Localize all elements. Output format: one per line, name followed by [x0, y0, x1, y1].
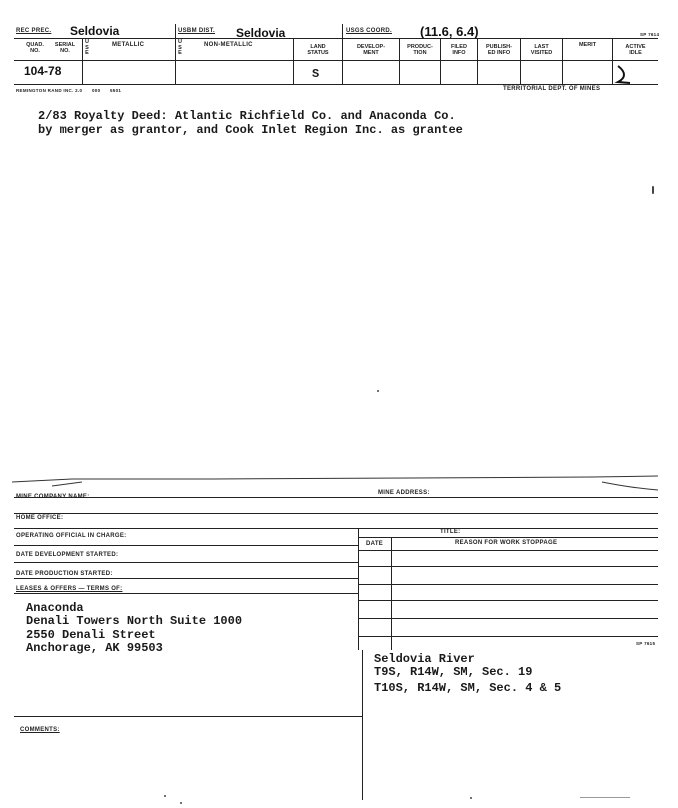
operating-official-label: OPERATING OFFICIAL IN CHARGE: — [16, 533, 127, 539]
serial-no-label: SERIAL NO. — [54, 42, 76, 54]
form-rule — [14, 513, 658, 514]
header-divider — [175, 24, 176, 84]
quad-no-label: QUAD. NO. — [26, 42, 44, 54]
comments-label: COMMENTS: — [20, 727, 60, 733]
form-rule — [14, 578, 358, 579]
date-development-started-label: DATE DEVELOPMENT STARTED: — [16, 552, 119, 558]
form-rule — [14, 562, 358, 563]
quad-serial-value: 104-78 — [24, 64, 62, 78]
form-rule — [14, 545, 358, 546]
location-line: T10S, R14W, SM, Sec. 4 & 5 — [374, 681, 562, 695]
form-divider — [362, 650, 363, 800]
form-number: SP 7614 — [640, 32, 660, 37]
lessee-line: Anchorage, AK 99503 — [26, 641, 163, 655]
form-rule — [358, 584, 658, 585]
mine-company-name-label: MINE COMPANY NAME: — [16, 494, 90, 500]
form-divider — [391, 537, 392, 650]
printer-code: 5501 — [110, 88, 122, 93]
rec-prec-value: Seldovia — [70, 24, 120, 38]
scan-speck — [164, 795, 166, 797]
form-rule — [358, 600, 658, 601]
header-divider — [82, 38, 83, 84]
usbm-dist-label: USBM DIST. — [178, 28, 216, 34]
last-visited-label: LAST VISITED — [530, 44, 553, 56]
scan-speck — [580, 797, 630, 798]
scan-speck — [377, 390, 379, 392]
form-rule — [358, 636, 658, 637]
lessee-line: Denali Towers North Suite 1000 — [26, 614, 243, 628]
form-rule — [358, 550, 658, 551]
form-rule — [358, 566, 658, 567]
form-rule — [358, 618, 658, 619]
mine-address-label: MINE ADDRESS: — [378, 490, 430, 496]
form-rule — [14, 716, 362, 717]
rec-prec-label: REC PREC. — [16, 28, 52, 34]
leases-offers-label: LEASES & OFFERS — TERMS OF: — [16, 586, 123, 592]
printer-code: 000 — [92, 88, 101, 93]
nonmetallic-use-letters: U S E — [178, 39, 182, 56]
form-divider — [358, 528, 359, 650]
home-office-label: HOME OFFICE: — [16, 515, 64, 521]
filed-info-label: FILED INFO — [451, 44, 467, 56]
location-line: Seldovia River — [374, 652, 475, 666]
scan-speck — [652, 186, 654, 194]
usgs-coord-value: (11.6, 6.4) — [420, 24, 479, 39]
form-rule — [14, 497, 658, 498]
published-info-label: PUBLISH- ED INFO — [486, 44, 512, 56]
active-idle-label: ACTIVE IDLE — [625, 44, 646, 56]
bottom-form-number: SP 7615 — [636, 641, 656, 646]
date-label: DATE — [366, 541, 384, 547]
lessee-line: Anaconda — [26, 601, 84, 615]
merit-label: MERIT — [578, 42, 597, 48]
lessee-line: 2550 Denali Street — [26, 628, 156, 642]
land-status-value: S — [312, 67, 320, 81]
torn-edge — [12, 474, 660, 496]
scan-speck — [470, 797, 472, 799]
reason-for-work-stoppage-label: REASON FOR WORK STOPPAGE — [455, 540, 558, 546]
check-mark-icon — [612, 62, 642, 88]
header-bottom-rule — [14, 84, 658, 85]
nonmetallic-label: NON-METALLIC — [204, 42, 253, 48]
printer-line: REMINGTON RAND INC. 2.0 — [16, 88, 83, 93]
metallic-use-letters: U S E — [85, 39, 89, 56]
royalty-deed-line: by merger as grantor, and Cook Inlet Region Inc. as grantee — [38, 123, 463, 137]
form-rule — [358, 537, 658, 538]
location-line: T9S, R14W, SM, Sec. 19 — [374, 665, 533, 679]
land-status-label: LAND STATUS — [307, 44, 329, 56]
territorial-dept-label: TERRITORIAL DEPT. OF MINES — [503, 86, 601, 92]
scan-speck — [180, 802, 182, 804]
royalty-deed-line: 2/83 Royalty Deed: Atlantic Richfield Co. and Anaconda Co. — [38, 109, 456, 123]
date-production-started-label: DATE PRODUCTION STARTED: — [16, 571, 113, 577]
usgs-coord-label: USGS COORD. — [346, 28, 392, 34]
development-label: DEVELOP- MENT — [356, 44, 386, 56]
form-rule — [14, 528, 658, 529]
form-rule — [14, 593, 358, 594]
production-label: PRODUC- TION — [407, 44, 433, 56]
metallic-label: METALLIC — [112, 42, 145, 48]
title-label: TITLE: — [440, 529, 461, 535]
usbm-dist-value: Seldovia — [236, 26, 286, 40]
